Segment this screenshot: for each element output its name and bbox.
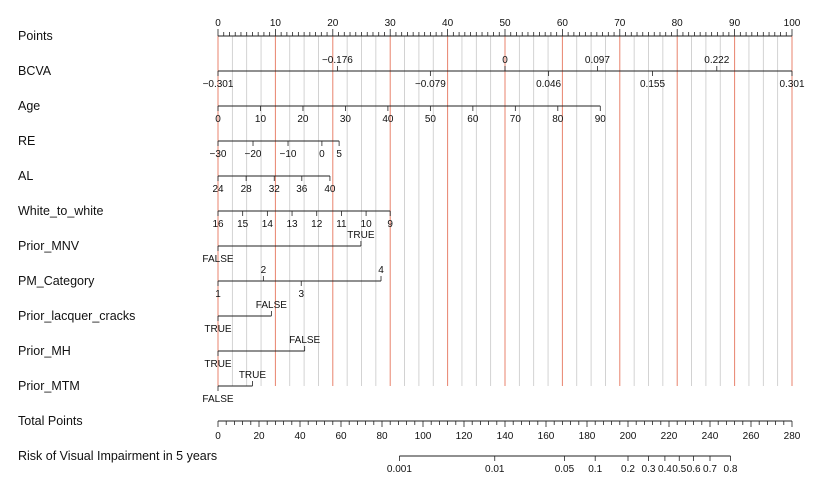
tick-label-age: 60 bbox=[467, 114, 479, 125]
tick-label-risk: 0.6 bbox=[686, 464, 701, 475]
tick-label-re: −30 bbox=[209, 149, 227, 160]
row-label-age: Age bbox=[18, 99, 41, 113]
tick-label-re: −20 bbox=[244, 149, 262, 160]
tick-label-bcva: −0.079 bbox=[414, 79, 446, 90]
tick-label-bcva: 0.222 bbox=[704, 55, 730, 66]
row-label-prior_mnv: Prior_MNV bbox=[18, 239, 80, 253]
tick-label-total: 160 bbox=[537, 431, 555, 442]
tick-label-points: 10 bbox=[269, 18, 281, 29]
row-label-risk: Risk of Visual Impairment in 5 years bbox=[18, 449, 218, 463]
tick-label-total: 280 bbox=[783, 431, 801, 442]
row-label-points: Points bbox=[18, 29, 53, 43]
tick-label-age: 40 bbox=[382, 114, 394, 125]
tick-label-prior_mnv: TRUE bbox=[347, 230, 375, 241]
tick-label-re: 5 bbox=[336, 149, 342, 160]
tick-label-bcva: 0.046 bbox=[536, 79, 562, 90]
row-label-pm_category: PM_Category bbox=[18, 274, 95, 288]
row-label-prior_lc: Prior_lacquer_cracks bbox=[18, 309, 136, 323]
tick-label-points: 90 bbox=[729, 18, 741, 29]
tick-label-age: 70 bbox=[509, 114, 521, 125]
tick-label-age: 50 bbox=[424, 114, 436, 125]
tick-label-al: 40 bbox=[324, 184, 336, 195]
row-points bbox=[18, 18, 801, 43]
tick-label-risk: 0.3 bbox=[641, 464, 656, 475]
tick-label-points: 60 bbox=[556, 18, 568, 29]
tick-label-prior_mh: FALSE bbox=[289, 335, 321, 346]
tick-label-total: 260 bbox=[742, 431, 760, 442]
tick-label-total: 200 bbox=[619, 431, 637, 442]
row-prior_mtm bbox=[18, 370, 266, 405]
tick-label-total: 80 bbox=[376, 431, 388, 442]
tick-label-total: 40 bbox=[294, 431, 306, 442]
tick-label-points: 50 bbox=[499, 18, 511, 29]
tick-label-risk: 0.001 bbox=[386, 464, 412, 475]
tick-label-al: 36 bbox=[296, 184, 308, 195]
tick-label-risk: 0.8 bbox=[723, 464, 738, 475]
row-label-total: Total Points bbox=[18, 414, 83, 428]
tick-label-total: 20 bbox=[253, 431, 265, 442]
tick-label-age: 80 bbox=[552, 114, 564, 125]
tick-label-prior_mtm: TRUE bbox=[238, 370, 267, 381]
tick-label-bcva: 0.301 bbox=[779, 79, 805, 90]
row-risk bbox=[18, 449, 738, 475]
tick-label-points: 70 bbox=[614, 18, 626, 29]
tick-label-prior_lc: TRUE bbox=[204, 324, 232, 335]
tick-label-total: 100 bbox=[414, 431, 432, 442]
tick-label-prior_lc: FALSE bbox=[255, 300, 287, 311]
tick-label-bcva: −0.301 bbox=[202, 79, 234, 90]
row-pm_category bbox=[18, 265, 384, 300]
tick-label-bcva: 0 bbox=[502, 55, 508, 66]
row-bcva bbox=[18, 55, 805, 90]
tick-label-risk: 0.05 bbox=[554, 464, 575, 475]
tick-label-points: 20 bbox=[327, 18, 339, 29]
tick-label-age: 0 bbox=[215, 114, 221, 125]
tick-label-pm_category: 4 bbox=[378, 265, 384, 276]
tick-label-pm_category: 2 bbox=[260, 265, 267, 276]
row-label-wtw: White_to_white bbox=[18, 204, 104, 218]
tick-label-wtw: 12 bbox=[311, 219, 323, 230]
tick-label-pm_category: 1 bbox=[215, 289, 221, 300]
tick-label-bcva: −0.176 bbox=[321, 55, 353, 66]
tick-label-bcva: 0.097 bbox=[584, 55, 610, 66]
row-total bbox=[18, 414, 801, 442]
row-re bbox=[18, 134, 342, 160]
tick-label-total: 240 bbox=[701, 431, 719, 442]
tick-label-al: 24 bbox=[212, 184, 224, 195]
tick-label-total: 140 bbox=[496, 431, 514, 442]
tick-label-total: 0 bbox=[215, 431, 221, 442]
row-label-prior_mtm: Prior_MTM bbox=[18, 379, 80, 393]
tick-label-total: 180 bbox=[578, 431, 596, 442]
row-label-re: RE bbox=[18, 134, 36, 148]
tick-label-wtw: 13 bbox=[286, 219, 298, 230]
row-wtw bbox=[18, 204, 393, 230]
row-label-prior_mh: Prior_MH bbox=[18, 344, 71, 358]
tick-label-total: 220 bbox=[660, 431, 678, 442]
tick-label-total: 120 bbox=[455, 431, 473, 442]
tick-label-bcva: 0.155 bbox=[640, 79, 666, 90]
tick-label-points: 40 bbox=[442, 18, 454, 29]
tick-label-age: 20 bbox=[297, 114, 309, 125]
tick-label-age: 10 bbox=[254, 114, 267, 125]
tick-label-re: −10 bbox=[279, 149, 297, 160]
tick-label-wtw: 15 bbox=[237, 219, 249, 230]
tick-label-wtw: 16 bbox=[212, 219, 224, 230]
row-label-al: AL bbox=[18, 169, 34, 183]
nomogram-rows bbox=[18, 18, 805, 475]
row-label-bcva: BCVA bbox=[18, 64, 52, 78]
tick-label-age: 90 bbox=[594, 114, 606, 125]
tick-label-points: 0 bbox=[215, 18, 221, 29]
tick-label-risk: 0.7 bbox=[703, 464, 717, 475]
tick-label-points: 80 bbox=[671, 18, 683, 29]
tick-label-wtw: 11 bbox=[336, 219, 347, 230]
tick-label-wtw: 14 bbox=[261, 219, 273, 230]
tick-label-wtw: 10 bbox=[360, 219, 372, 230]
tick-label-al: 28 bbox=[240, 184, 252, 195]
tick-label-risk: 0.4 bbox=[657, 464, 672, 475]
tick-label-prior_mnv: FALSE bbox=[202, 254, 234, 265]
tick-label-risk: 0.2 bbox=[621, 464, 635, 475]
row-age bbox=[18, 99, 606, 125]
row-al bbox=[18, 169, 336, 195]
tick-label-wtw: 9 bbox=[387, 219, 393, 230]
tick-label-risk: 0.5 bbox=[672, 464, 687, 475]
tick-label-prior_mh: TRUE bbox=[204, 359, 232, 370]
tick-label-risk: 0.01 bbox=[485, 464, 505, 475]
row-prior_mnv bbox=[18, 230, 375, 265]
tick-label-prior_mtm: FALSE bbox=[202, 394, 234, 405]
tick-label-age: 30 bbox=[339, 114, 351, 125]
tick-label-pm_category: 3 bbox=[298, 289, 305, 300]
tick-label-al: 32 bbox=[268, 184, 280, 195]
tick-label-re: 0 bbox=[319, 149, 325, 160]
tick-label-total: 60 bbox=[335, 431, 347, 442]
tick-label-risk: 0.1 bbox=[588, 464, 603, 475]
tick-label-points: 30 bbox=[384, 18, 396, 29]
tick-label-points: 100 bbox=[783, 18, 801, 29]
